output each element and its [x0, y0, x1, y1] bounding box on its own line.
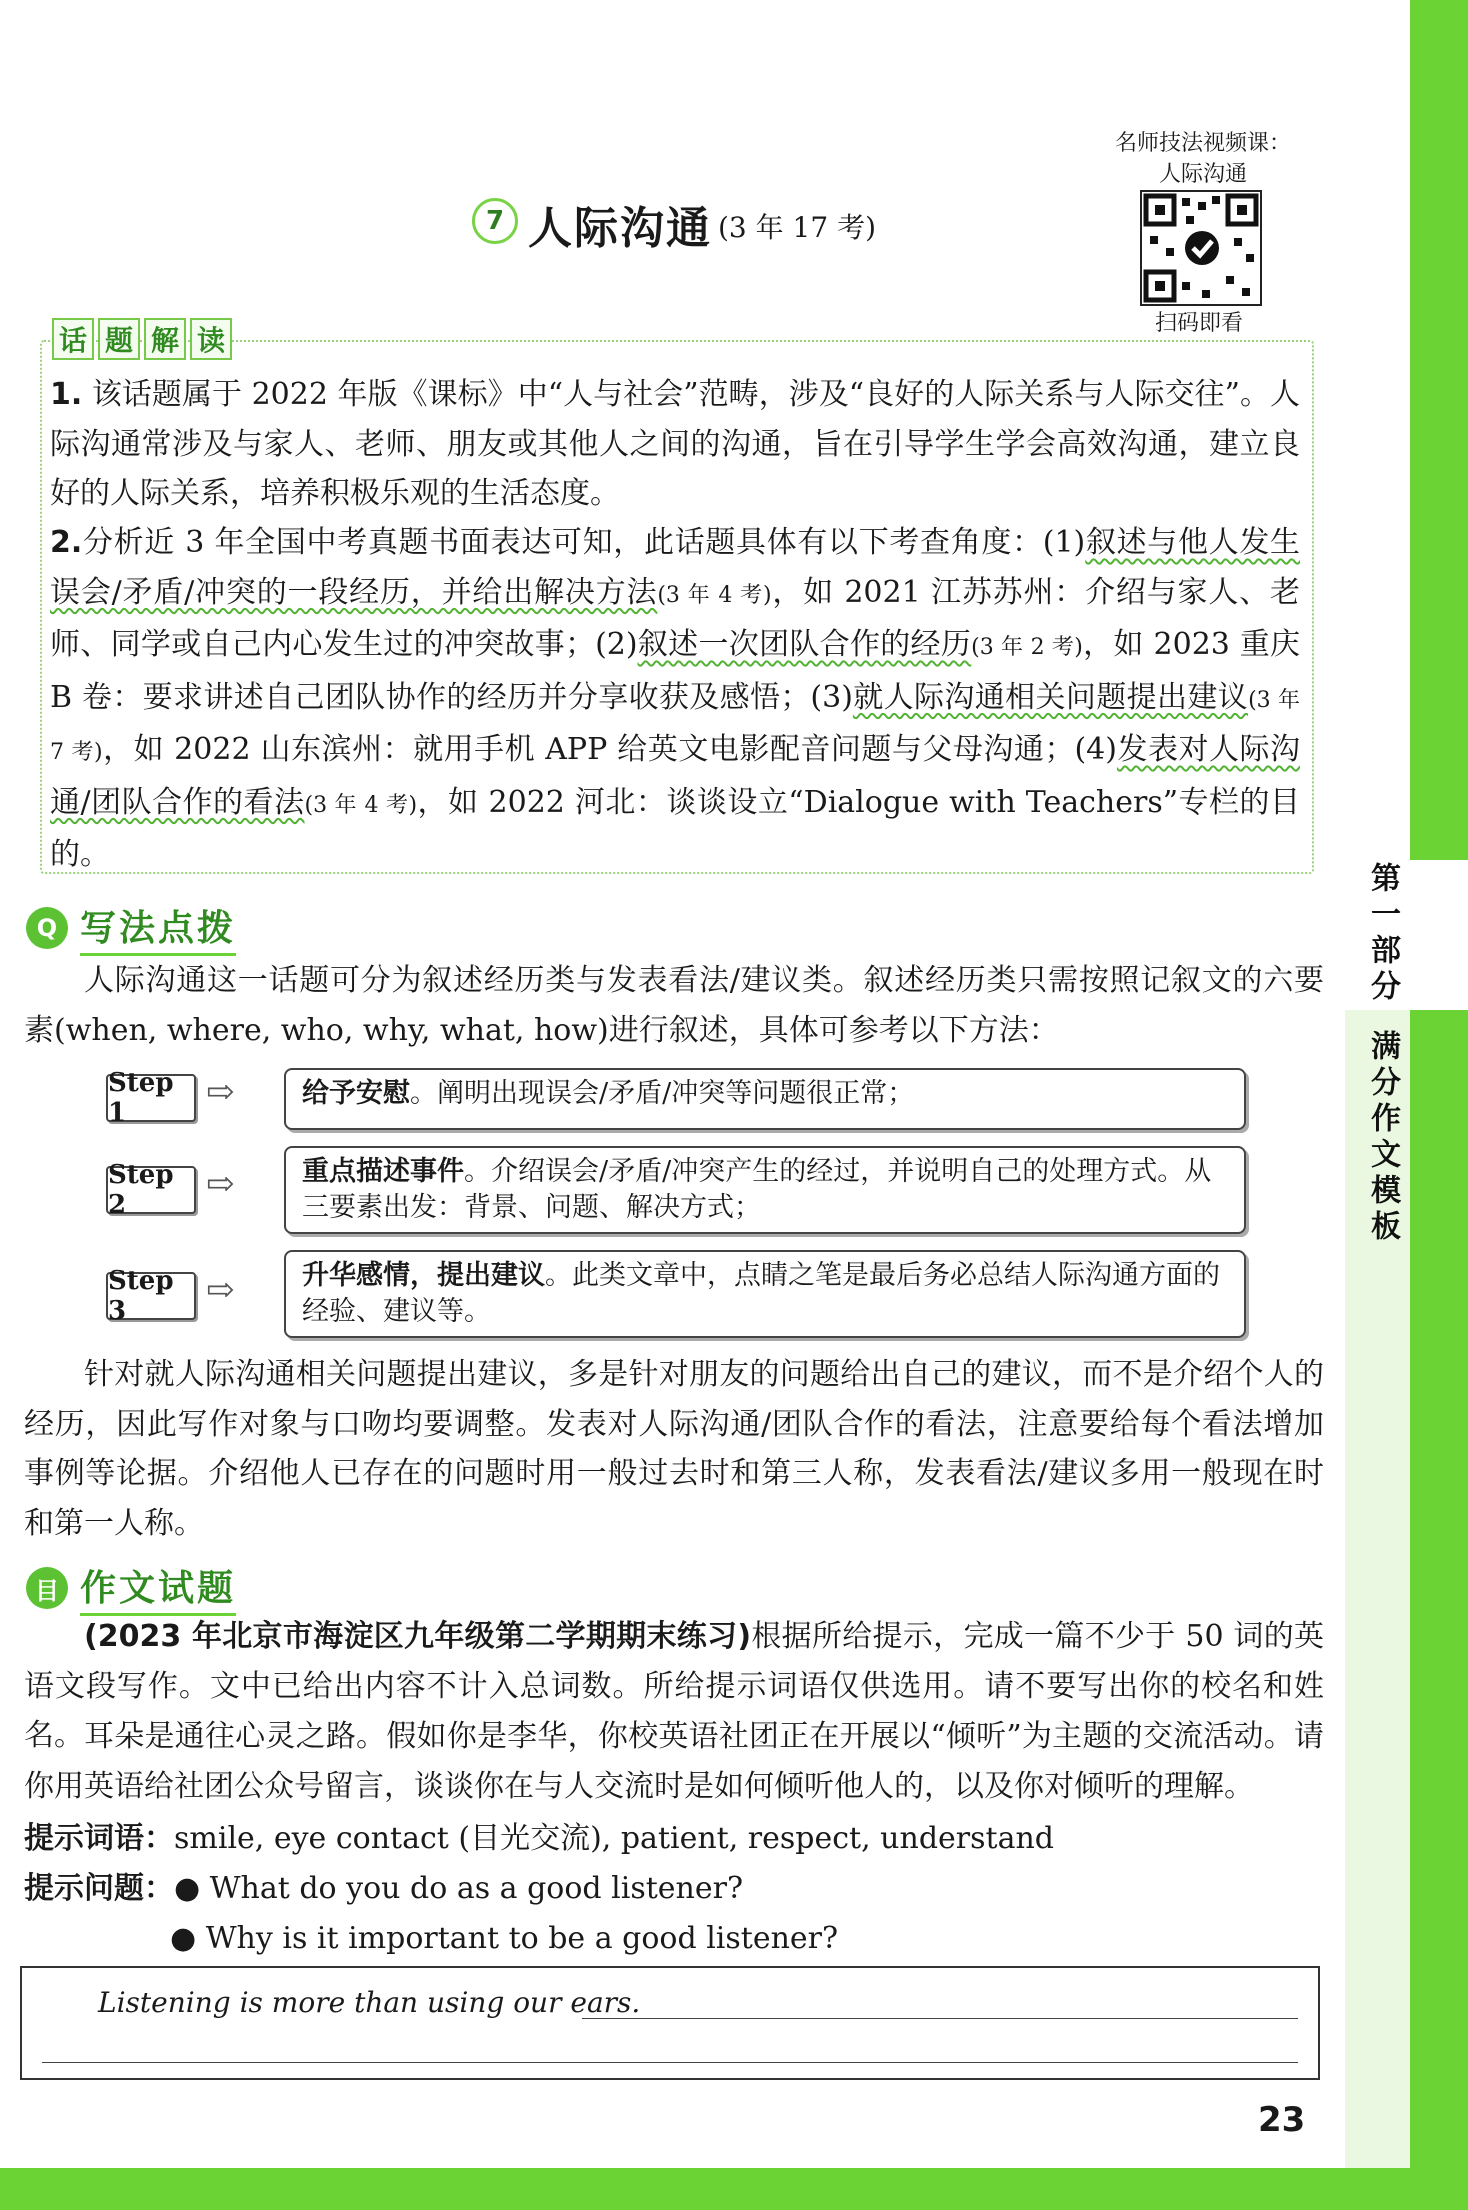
qr-caption-top: 名师技法视频课： 人际沟通: [1114, 131, 1291, 187]
page-number: 23: [1258, 2100, 1306, 2140]
topic-p1-text: 该话题属于 2022 年版《课标》中“人与社会”范畴，涉及“良好的人际关系与人际交往”。人际沟通常涉及与家人、老师、朋友或其他人之间的沟通，旨在引导学生学会高效沟通，建立良好的人际关系，培养积极乐观的生活态度。: [50, 377, 1300, 511]
step-2-box: 重点描述事件。介绍误会/矛盾/冲突产生的经过，并说明自己的处理方式。从三要素出发：背景、问题、解决方式；: [284, 1146, 1246, 1234]
document-icon: 目: [26, 1567, 68, 1609]
step-3: [106, 1250, 1246, 1340]
exam-angle-1: 叙述与他人发生误会/矛盾/冲突的一段经历，并给出解决方法: [50, 525, 1301, 610]
exam-angle-2: 叙述一次团队合作的经历: [637, 627, 972, 662]
step-1-label: Step 1: [106, 1074, 196, 1122]
arrow-right-icon: ⇨: [206, 1072, 235, 1112]
method-title: 写法点拨: [80, 900, 236, 956]
step-1-box: 给予安慰。阐明出现误会/矛盾/冲突等问题很正常；: [284, 1068, 1246, 1130]
task-question-2: ● Why is it important to be a good listener?: [170, 1921, 839, 1956]
step-2: [106, 1146, 1246, 1236]
writing-line: [42, 2062, 1298, 2063]
task-words: 提示词语：smile, eye contact (目光交流), patient, respect, understand: [24, 1821, 1054, 1856]
topic-paragraph-1: [50, 370, 1300, 519]
side-part-label: 第一部分: [1365, 862, 1400, 1006]
page-title: 人际沟通: [528, 203, 712, 254]
method-after: 针对就人际沟通相关问题提出建议，多是针对朋友的问题给出自己的建议，而不是介绍个人的经历，因此写作对象与口吻均要调整。发表对人际沟通/团队合作的看法，注意要给每个看法增加事例等论据。介绍他人已存在的问题时用一般过去时和第三人称，发表看法/建议多用一般现在时和第一人称。: [24, 1357, 1324, 1541]
step-2-label: Step 2: [106, 1166, 196, 1214]
task-question-1: 提示问题：● What do you do as a good listener?: [24, 1871, 744, 1906]
task-header: [26, 1560, 236, 1616]
qr-code[interactable]: [1140, 190, 1262, 306]
topic-number-badge: 7: [472, 198, 518, 244]
bullet-icon: ●: [174, 1871, 210, 1906]
exam-angle-4: 发表对人际沟通/团队合作的看法: [50, 732, 1301, 820]
bullet-icon: ●: [170, 1921, 206, 1956]
method-intro: 人际沟通这一话题可分为叙述经历类与发表看法/建议类。叙述经历类只需按照记叙文的六要素(when, where, who, why, what, how)进行叙述，具体可参考以下方法：: [24, 963, 1324, 1048]
step-3-box: 升华感情，提出建议。此类文章中，点睛之笔是最后务必总结人际沟通方面的经验、建议等。: [284, 1250, 1246, 1338]
task-scenario: 耳朵是通往心灵之路。假如你是李华，你校英语社团正在开展以“倾听”为主题的交流活动。请你用英语给社团公众号留言，谈谈你在与人交流时是如何倾听他人的，以及你对倾听的理解。: [24, 1719, 1324, 1804]
topic-label-char: 题: [98, 318, 140, 360]
title-exam-count: (3 年 17 考): [718, 211, 876, 244]
topic-label-char: 话: [52, 318, 94, 360]
task-title: 作文试题: [80, 1560, 236, 1616]
step-3-label: Step 3: [106, 1272, 196, 1320]
topic-paragraph-2: 2.分析近 3 年全国中考真题书面表达可知，此话题具体有以下考查角度：(1)叙述与他人发生误会/矛盾/冲突的一段经历，并给出解决方法(3 年 4 考)，如 2021 江苏苏州：介绍与家人、老师、同学或自己内心发生过的冲突故事；(2)叙述一次团队合作的经历(3 年 2 考)，如 2023 重庆 B 卷：要求讲述自己团队协作的经历并分享收获及感悟；(3)就人际沟通相关问题提出建议(3 年 7 考)，如 2022 山东滨州：就用手机 APP 给英文电影配音问题与父母沟通；(4)发表对人际沟通/团队合作的看法(3 年 4 考)，如 2022 河北：谈谈设立“Dialogue with Teachers”专栏的目的。: [50, 525, 1301, 872]
exam-angle-3: 就人际沟通相关问题提出建议: [852, 679, 1249, 715]
writing-area[interactable]: [20, 1966, 1320, 2080]
task-instruction: (2023 年北京市海淀区九年级第二学期期末练习)根据所给提示，完成一篇不少于 50 词的英语文段写作。文中已给出内容不计入总词数。所给提示词语仅供选用。请不要写出你的校名和姓名。: [24, 1619, 1324, 1753]
step-1: [106, 1068, 1246, 1132]
bottom-strip: [0, 2168, 1468, 2210]
qr-pattern-icon: [1142, 192, 1260, 304]
method-header: [26, 900, 236, 956]
writing-line: [582, 2018, 1298, 2019]
qr-caption-bottom: 扫码即看: [1154, 311, 1243, 336]
arrow-right-icon: ⇨: [206, 1164, 235, 1204]
topic-label-char: 解: [144, 318, 186, 360]
search-icon: Q: [26, 907, 68, 949]
topic-p2-number: 2.: [50, 525, 83, 560]
task-source: (2023 年北京市海淀区九年级第二学期期末练习): [84, 1619, 752, 1654]
side-section-label: 满分作文模板: [1365, 1030, 1400, 1246]
writing-starter: Listening is more than using our ears.: [98, 1986, 641, 2019]
side-tab-middle: [1410, 1010, 1468, 2180]
topic-label: [52, 318, 232, 360]
topic-p1-number: 1.: [50, 377, 83, 412]
side-tab-top: [1410, 0, 1468, 860]
arrow-right-icon: ⇨: [206, 1270, 235, 1310]
topic-label-char: 读: [190, 318, 232, 360]
